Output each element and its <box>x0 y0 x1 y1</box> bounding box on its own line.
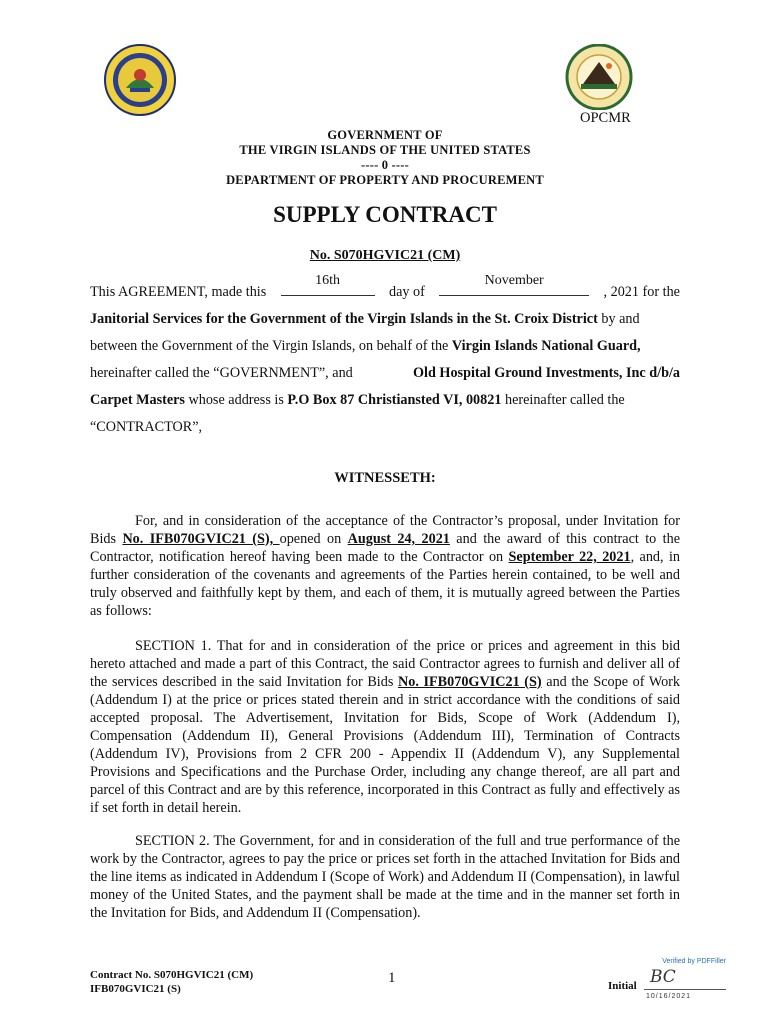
footer-contract-info <box>90 968 253 996</box>
left-seal-logo <box>104 44 176 116</box>
pdffiller-verification <box>644 958 726 1000</box>
contract-number: No. S070HGVIC21 (CM) <box>309 248 461 263</box>
day-field[interactable]: 16th <box>281 281 375 296</box>
year-text: , 2021 for the <box>603 284 680 300</box>
service-description: Janitorial Services for the Government of the Virgin Islands in the St. Croix District <box>90 311 598 327</box>
header-government: GOVERNMENT OF <box>327 128 443 142</box>
opened-date: August 24, 2021 <box>347 531 450 547</box>
document-title: SUPPLY CONTRACT <box>273 202 497 227</box>
initial-label: Initial <box>608 980 637 992</box>
notification-date: September 22, 2021 <box>508 549 631 565</box>
agreement-line-1 <box>90 273 680 304</box>
ifb-number-ref: No. IFB070GVIC21 (S), <box>122 531 280 547</box>
agency-name: Virgin Islands National Guard, <box>451 338 641 354</box>
month-field[interactable]: November <box>439 281 589 296</box>
footer-ifb-number: IFB070GVIC21 (S) <box>90 983 181 995</box>
footer-contract-number: Contract No. S070HGVIC21 (CM) <box>90 969 254 981</box>
agreement-line-4: hereinafter called the “GOVERNMENT”, and Old Hospital Ground Investments, Inc d/b/a <box>90 361 680 385</box>
contractor-address: P.O Box 87 Christiansted VI, 00821 <box>287 392 502 408</box>
agreement-line-3: between the Government of the Virgin Islands, on behalf of the Virgin Islands National Guard, <box>90 338 641 354</box>
initials-signature: BC <box>644 965 726 990</box>
witnesseth-heading: WITNESSETH: <box>334 470 436 486</box>
verified-date: 10/16/2021 <box>646 993 692 1000</box>
agreement-line-5: Carpet Masters whose address is P.O Box 87 Christiansted VI, 00821 hereinafter called the <box>90 392 625 408</box>
header-virgin-islands: THE VIRGIN ISLANDS OF THE UNITED STATES <box>239 143 531 157</box>
header-department: DEPARTMENT OF PROPERTY AND PROCUREMENT <box>226 173 544 187</box>
agreement-lead: This AGREEMENT, made this <box>90 284 267 300</box>
right-seal-logo <box>563 44 635 110</box>
contractor-name: Old Hospital Ground Investments, Inc d/b/a <box>413 365 680 381</box>
agreement-paragraph <box>90 273 680 439</box>
agreement-line-6: “CONTRACTOR”, <box>90 419 203 435</box>
agreement-line-2: Janitorial Services for the Government of the Virgin Islands in the St. Croix District by and <box>90 311 640 327</box>
header-divider: ---- 0 ---- <box>360 158 409 172</box>
day-of-text: day of <box>388 284 425 300</box>
section-1-paragraph: SECTION 1. That for and in consideration of the price or prices and agreement in this bid hereto attached and made a part of this Contract, the said Contractor agrees to furnish and deliver all of the services described in the said Invitation for Bids No. IFB070GVIC21 (S) and the Scope of Work (Addendum I) at the price or prices stated therein and in strict accordance with the conditions of said accepted proposal. The Advertisement, Invitation for Bids, Scope of Work (Addendum I), Compensation (Addendum II), General Provisions (Addendum III), Termination of Contracts (Addendum IV), Provisions from 2 CFR 200 - Appendix II (Addendum V), any Supplemental Provisions and Specifications and the Purchase Order, including any change thereof, are all part and parcel of this Contract and are by this reference, incorporated in this Contract as fully and effectively as if set forth in detail herein. <box>90 638 680 816</box>
opcmr-label: OPCMR <box>580 110 631 126</box>
ifb-number-ref-2: No. IFB070GVIC21 (S) <box>397 674 542 690</box>
section-2-paragraph: SECTION 2. The Government, for and in consideration of the full and true performance of the work by the Contractor, agrees to pay the price or prices set forth in the attached Invitation for Bids and the line items as indicated in Addendum I (Scope of Work) and Addendum II (Compensation), in lawful money of the United States, and the payment shall be made at the time and in the manner set forth in the Invitation for Bids, and Addendum II (Compensation). <box>90 833 680 921</box>
verified-text: Verified by PDFFiller <box>662 958 726 965</box>
page-number: 1 <box>388 970 396 986</box>
consideration-paragraph: For, and in consideration of the acceptance of the Contractor’s proposal, under Invitation for Bids No. IFB070GVIC21 (S), opened on August 24, 2021 and the award of this contract to the Contractor, notification hereof having been made to the Contractor on September 22, 2021, and, in further consideration of the covenants and agreements of the Parties herein contained, to be well and truly observed and faithfully kept by them, and each of them, it is mutually agreed between the Parties as follows: <box>90 513 680 619</box>
